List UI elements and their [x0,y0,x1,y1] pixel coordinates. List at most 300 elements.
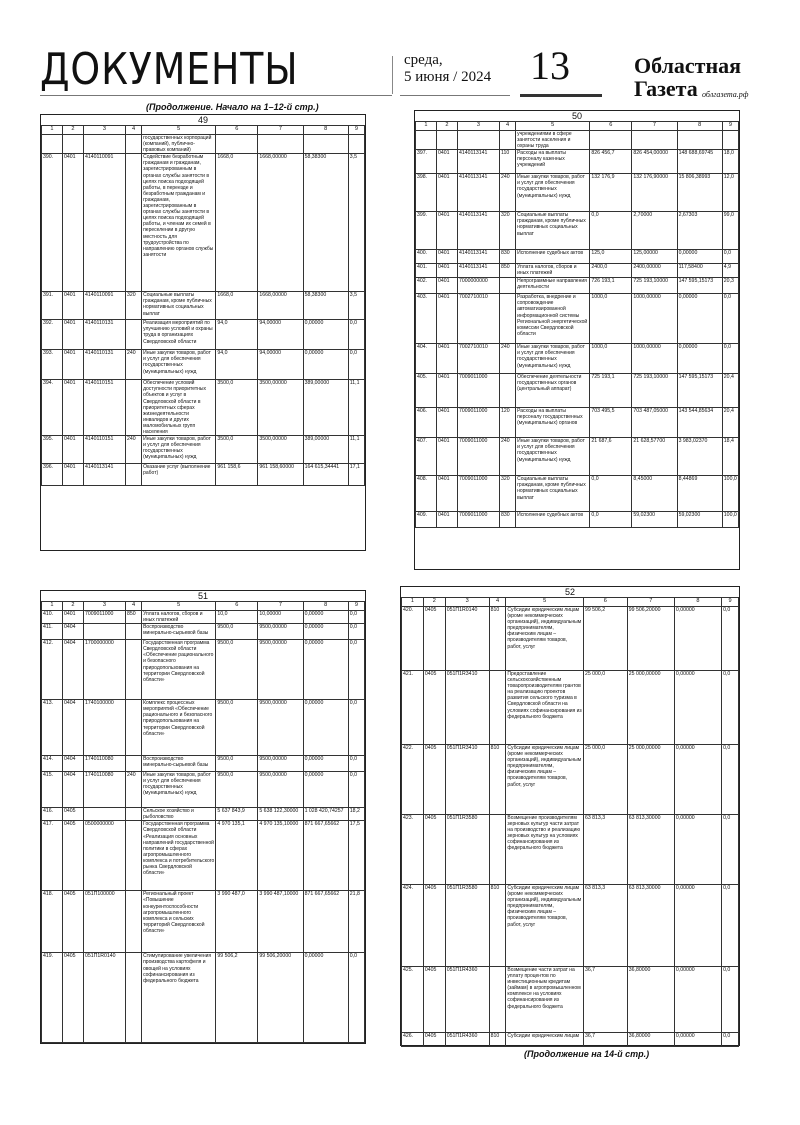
table-cell: Возмещение производителям зерновых культур части затрат на производство и реализацию зерновых культур на условиях софинансирования из федерального бюджета [506,815,584,885]
column-header: 5 [142,602,216,611]
table-cell: 7009011000 [457,476,499,512]
table-cell: 18,4 [722,438,738,476]
table-cell: 36,80000 [627,967,674,1033]
table-cell: Комплекс процессных мероприятий «Обеспечение рационального и безопасного природопользования на территории Свердловской области» [142,700,216,756]
table-cell: 4140113141 [457,150,499,174]
table-cell: 4140110151 [83,380,125,436]
table-cell: 0,0 [348,624,364,640]
table-cell: 94,0 [216,350,258,380]
table-cell: Расходы на выплаты персоналу казенных учреждений [516,150,590,174]
table-cell: 3500,00000 [258,436,303,464]
table-cell: 051П1R0140 [83,953,125,1043]
column-header: 4 [489,598,506,607]
table-cell: 725 193,10000 [632,374,677,408]
table-cell: 99,0 [722,212,738,250]
table-cell: 36,7 [583,1033,627,1047]
table-row [42,756,365,772]
table-cell: 100,0 [722,512,738,528]
table-cell: 58,38300 [303,154,348,292]
table-cell: 0,0 [722,607,739,671]
column-header: 8 [303,602,348,611]
table-cell: 826 456,7 [590,150,632,174]
table-cell: 7009011000 [457,438,499,476]
table-cell: 36,80000 [627,1033,674,1047]
table-row [42,611,365,624]
table-cell: Уплата налогов, сборов и иных платежей [516,264,590,278]
table-cell: Расходы на выплаты персоналу государственных (муниципальных) органов [516,408,590,438]
table-row [416,512,739,528]
continued-to-note: (Продолжение на 14-й стр.) [524,1049,650,1059]
table-cell [590,131,632,150]
table-cell [125,624,141,640]
table-cell: 120 [499,408,515,438]
table-cell [499,278,515,294]
table-cell: 871 667,65662 [303,891,348,953]
table-cell [416,131,437,150]
table-cell: 1000,00000 [632,344,677,374]
newspaper-logo-line2: Газета [634,76,698,101]
column-header: 3 [457,122,499,131]
column-header: 4 [125,126,141,135]
table-cell: 240 [499,344,515,374]
table-cell: 0,00000 [303,624,348,640]
table-cell: 132 176,90000 [632,174,677,212]
table-cell: 423. [402,815,424,885]
table-row [42,808,365,821]
table-cell [125,154,141,292]
issue-day: среда, [404,52,443,68]
sheet-51 [40,590,366,1044]
table-header-row [416,122,739,131]
table-cell: 0401 [436,294,457,344]
table-cell [499,131,515,150]
table-row [402,607,739,671]
table-row [416,408,739,438]
column-header: 5 [516,122,590,131]
table-cell: 0,0 [348,350,364,380]
table-cell: 0401 [436,250,457,264]
table-cell: 99 506,20000 [627,607,674,671]
table-cell: 0404 [62,756,83,772]
table-cell: Субсидии юридическим лицам (кроме некоммерческих организаций), индивидуальным предпринимателям, физическим лицам – производителям товаров, работ, услуг [506,885,584,967]
table-cell [125,700,141,756]
table-cell: 9500,0 [216,640,258,700]
table-cell [125,756,141,772]
table-cell: 406. [416,408,437,438]
table-cell: 830 [499,250,515,264]
table-cell: 850 [499,264,515,278]
table-cell: 99 506,20000 [258,953,303,1043]
table-cell: 396. [42,464,63,486]
table-cell: 63 813,3 [583,885,627,967]
table-row [416,212,739,250]
table-cell: 421. [402,671,424,745]
table-cell: 9500,00000 [258,624,303,640]
column-header: 9 [722,598,739,607]
table-cell [489,967,506,1033]
table-cell: 4140113141 [457,264,499,278]
page-number: 13 [530,43,570,88]
table-cell: 395. [42,436,63,464]
table-row [42,154,365,292]
table-cell: 132 176,9 [590,174,632,212]
table-cell [677,131,722,150]
table-row [416,294,739,344]
table-cell: 3 990 487,0 [216,891,258,953]
table-cell: 10,0 [216,611,258,624]
column-header: 4 [125,602,141,611]
table-cell [125,380,141,436]
table-cell: 826 454,00000 [632,150,677,174]
table-row [42,135,365,154]
table-cell: 403. [416,294,437,344]
table-cell: 36,7 [583,967,627,1033]
table-row [42,380,365,436]
table-cell: 0404 [62,624,83,640]
column-header: 3 [83,126,125,135]
table-cell [125,821,141,891]
table-cell [489,671,506,745]
table-cell: 9500,0 [216,700,258,756]
table-cell: 20,4 [722,408,738,438]
table-row [416,250,739,264]
table-cell: 8,44869 [677,476,722,512]
table-cell: 411. [42,624,63,640]
table-cell: Социальные выплаты гражданам, кроме публичных нормативных социальных выплат [516,476,590,512]
column-header: 4 [499,122,515,131]
table-cell: 0401 [62,154,83,292]
table-cell: 147 595,15173 [677,374,722,408]
table-cell: 7002710010 [457,294,499,344]
table-cell: 7009011000 [457,408,499,438]
column-header: 1 [42,602,63,611]
table-cell: 0,0 [722,967,739,1033]
column-header: 5 [506,598,584,607]
table-row [402,671,739,745]
newspaper-website: облгазета.рф [702,90,749,99]
table-cell: 401. [416,264,437,278]
table-cell: 961 158,60000 [258,464,303,486]
table-cell: 409. [416,512,437,528]
table-cell: 20,4 [722,374,738,408]
table-cell: Иные закупки товаров, работ и услуг для обеспечения государственных (муниципальных) нужд [142,350,216,380]
table-cell: 3500,0 [216,436,258,464]
table-row [402,1033,739,1047]
table-cell: 425. [402,967,424,1033]
table-cell: 703 487,05000 [632,408,677,438]
table-cell [125,640,141,700]
table-cell: 0401 [436,212,457,250]
table-cell: 4140110091 [83,154,125,292]
table-cell: 4 970 135,1 [216,821,258,891]
table-cell: 9500,00000 [258,640,303,700]
table-cell: 4140110151 [83,436,125,464]
table-cell: 7009011000 [457,512,499,528]
table-cell: 3 990 487,10000 [258,891,303,953]
table-cell: 0,00000 [303,350,348,380]
table-cell: 3,5 [348,292,364,320]
table-cell: 1000,00000 [632,294,677,344]
table-row [416,476,739,512]
table-cell: 412. [42,640,63,700]
table-cell: Стимулирование увеличения производства картофеля и овощей на условиях софинансирования из федерального бюджета [142,953,216,1043]
table-cell: 3500,0 [216,380,258,436]
table-cell: 726 193,1 [590,278,632,294]
table-cell: 9500,0 [216,756,258,772]
column-header: 2 [62,126,83,135]
table-cell: 0401 [436,476,457,512]
table-cell: 1740110080 [83,756,125,772]
column-header: 9 [722,122,738,131]
table-cell: 10,00000 [258,611,303,624]
table-cell: 7000000000 [457,278,499,294]
table-cell: 17,5 [348,821,364,891]
table-cell: 413. [42,700,63,756]
table-cell: 402. [416,278,437,294]
table-cell: Иные закупки товаров, работ и услуг для обеспечения государственных (муниципальных) нужд [516,344,590,374]
table-cell: 0,0 [722,250,738,264]
column-header: 6 [216,126,258,135]
table-cell: 0401 [436,344,457,374]
column-header: 3 [445,598,489,607]
column-header: 6 [583,598,627,607]
table-cell: 051П1R3580 [445,885,489,967]
table-row [42,436,365,464]
column-header: 9 [348,602,364,611]
table-cell [489,815,506,885]
sheet-number: 49 [197,115,208,125]
table-cell: 94,00000 [258,320,303,350]
budget-table [41,601,365,1043]
table-cell: 2400,0 [590,264,632,278]
table-cell: 63 813,30000 [627,815,674,885]
header-rule [40,95,392,96]
table-cell: 0401 [436,174,457,212]
column-header: 2 [62,602,83,611]
table-cell: Региональный проект «Повышение конкурентоспособности агропромышленного комплекса и сельских территорий Свердловской области» [142,891,216,953]
table-cell: 4140113141 [457,174,499,212]
table-cell: 63 813,30000 [627,885,674,967]
table-header-row [42,126,365,135]
table-cell: 0401 [436,278,457,294]
table-cell: 400. [416,250,437,264]
table-cell: 7002710010 [457,344,499,374]
table-cell: 9500,00000 [258,756,303,772]
table-cell: 0404 [62,772,83,808]
table-cell: 0,0 [722,745,739,815]
table-cell: 390. [42,154,63,292]
table-row [42,953,365,1043]
table-cell: 404. [416,344,437,374]
table-cell: 0,00000 [674,885,721,967]
table-cell: 3,5 [348,154,364,292]
table-cell: 2,67303 [677,212,722,250]
table-cell: 810 [489,1033,506,1047]
table-cell: 850 [125,611,141,624]
table-cell [125,135,141,154]
table-cell: Иные закупки товаров, работ и услуг для обеспечения государственных (муниципальных) нужд [142,436,216,464]
table-row [416,264,739,278]
table-cell: 419. [42,953,63,1043]
column-header: 6 [216,602,258,611]
table-cell: 0,0 [590,476,632,512]
table-cell: 417. [42,821,63,891]
table-cell: Реализация мероприятий по улучшению условий и охраны труда в организациях Свердловской области [142,320,216,350]
table-header-row [402,598,739,607]
table-cell: 1000,0 [590,344,632,374]
table-cell: 051П1R4360 [445,967,489,1033]
sheet-49 [40,114,366,551]
column-header: 7 [632,122,677,131]
table-cell: 0,0 [590,212,632,250]
table-cell: Исполнение судебных актов [516,512,590,528]
table-cell: 393. [42,350,63,380]
table-cell: 389,00000 [303,380,348,436]
table-row [416,131,739,150]
sheet-52 [400,586,740,1046]
table-cell [499,294,515,344]
table-cell: 15 806,38993 [677,174,722,212]
table-cell [125,464,141,486]
table-cell: 20,3 [722,278,738,294]
sheet-number: 50 [571,111,582,121]
table-cell: государственных корпораций (компаний), публично-правовых компаний) [142,135,216,154]
table-cell: 389,00000 [303,436,348,464]
table-cell: 0,00000 [674,815,721,885]
table-cell: 12,0 [722,174,738,212]
table-cell: 100,0 [722,476,738,512]
table-row [416,174,739,212]
table-cell: Исполнение судебных актов [516,250,590,264]
table-cell: Разработка, внедрение и сопровождение автоматизированной информационной системы Региональной энергетической комиссии Свердловской области [516,294,590,344]
table-cell: 0401 [436,438,457,476]
table-cell: 11,1 [348,380,364,436]
table-cell: 125,00000 [632,250,677,264]
newspaper-logo-line1: Областная [634,53,742,78]
table-cell: 0401 [62,320,83,350]
table-cell: 871 667,65662 [303,821,348,891]
table-cell: 810 [489,745,506,815]
table-row [42,624,365,640]
table-cell: 1668,0 [216,292,258,320]
table-cell: 0401 [436,512,457,528]
table-cell: 164 615,34441 [303,464,348,486]
table-cell [216,135,258,154]
column-header: 8 [677,122,722,131]
table-header-row [42,602,365,611]
table-cell: 2,70000 [632,212,677,250]
table-cell: 21 628,57700 [632,438,677,476]
table-cell: 0,0 [348,953,364,1043]
table-cell: 148 688,69745 [677,150,722,174]
table-cell: 17,1 [348,464,364,486]
table-cell [83,624,125,640]
table-row [416,150,739,174]
table-cell: 5 638 122,30000 [258,808,303,821]
table-cell: 1740110080 [83,772,125,808]
table-cell: 21,8 [348,891,364,953]
table-cell: 414. [42,756,63,772]
table-cell: 0401 [62,380,83,436]
column-header: 1 [416,122,437,131]
table-cell: 3 983,02370 [677,438,722,476]
table-cell: 0401 [436,150,457,174]
table-cell: 397. [416,150,437,174]
table-cell [83,808,125,821]
table-cell: 810 [489,607,506,671]
table-cell: 0,0 [348,320,364,350]
table-cell: 1668,00000 [258,154,303,292]
table-cell: 0,0 [590,512,632,528]
table-cell: 4 970 135,10000 [258,821,303,891]
table-cell: Содействие безработным гражданам и гражданам, зарегистрированным в органах службы занятости в целях поиска подходящей работы, в переезде и безработным гражданам и гражданам, зарегистрированным в органах службы занятости в целях поиска подходящей работы, и членам их семей в переселении в другую местность для трудоустройства по направлению органов службы занятости [142,154,216,292]
table-cell: 391. [42,292,63,320]
table-cell: 143 544,85634 [677,408,722,438]
sheet-number: 52 [564,587,575,597]
table-cell: 2400,00000 [632,264,677,278]
table-cell: 99 506,2 [583,607,627,671]
table-cell: 0405 [62,891,83,953]
table-cell: 5 637 843,9 [216,808,258,821]
table-cell: 0,0 [348,772,364,808]
table-cell: 424. [402,885,424,967]
table-cell: Государственная программа Свердловской области «Обеспечение рационального и безопасного природопользования на территории Свердловской области» [142,640,216,700]
table-cell: 0,00000 [303,700,348,756]
table-cell [303,135,348,154]
table-cell [125,320,141,350]
table-cell: 240 [499,438,515,476]
table-cell: 8,45000 [632,476,677,512]
table-cell: 4140110131 [83,350,125,380]
table-cell [258,135,303,154]
table-cell: 25 000,00000 [627,745,674,815]
table-cell: 4,9 [722,264,738,278]
table-cell: 240 [125,436,141,464]
table-cell: 0,0 [348,756,364,772]
table-cell: 0404 [62,700,83,756]
budget-table [415,121,739,528]
column-header: 2 [436,122,457,131]
table-cell: 051П100000 [83,891,125,953]
table-cell: 0401 [62,292,83,320]
table-cell: Обеспечение условий доступности приоритетных объектов и услуг в Свердловской области в приоритетных сферах жизнедеятельности инвалидов и других маломобильных групп населения [142,380,216,436]
table-cell: 18,2 [348,808,364,821]
table-cell: 0,0 [348,611,364,624]
table-row [42,320,365,350]
table-cell: 0405 [423,967,445,1033]
table-cell: Непрограммные направления деятельности [516,278,590,294]
table-cell: 0401 [436,408,457,438]
table-cell: Сельское хозяйство и рыболовство [142,808,216,821]
table-cell: 4140113141 [83,464,125,486]
table-cell: 0,0 [722,815,739,885]
table-cell: 415. [42,772,63,808]
table-cell: 25 000,0 [583,745,627,815]
table-cell: 25 000,0 [583,671,627,745]
table-cell: 407. [416,438,437,476]
table-cell: 0,0 [722,1033,739,1047]
table-row [42,350,365,380]
table-cell [83,135,125,154]
table-cell: 0401 [62,464,83,486]
table-cell: Иные закупки товаров, работ и услуг для обеспечения государственных (муниципальных) нужд [516,174,590,212]
table-cell: 051П1R3410 [445,745,489,815]
table-cell: 0405 [62,808,83,821]
table-cell: 0,00000 [674,745,721,815]
page-number-rule [520,94,602,97]
table-cell: 0405 [423,885,445,967]
table-cell: 7009011000 [457,374,499,408]
